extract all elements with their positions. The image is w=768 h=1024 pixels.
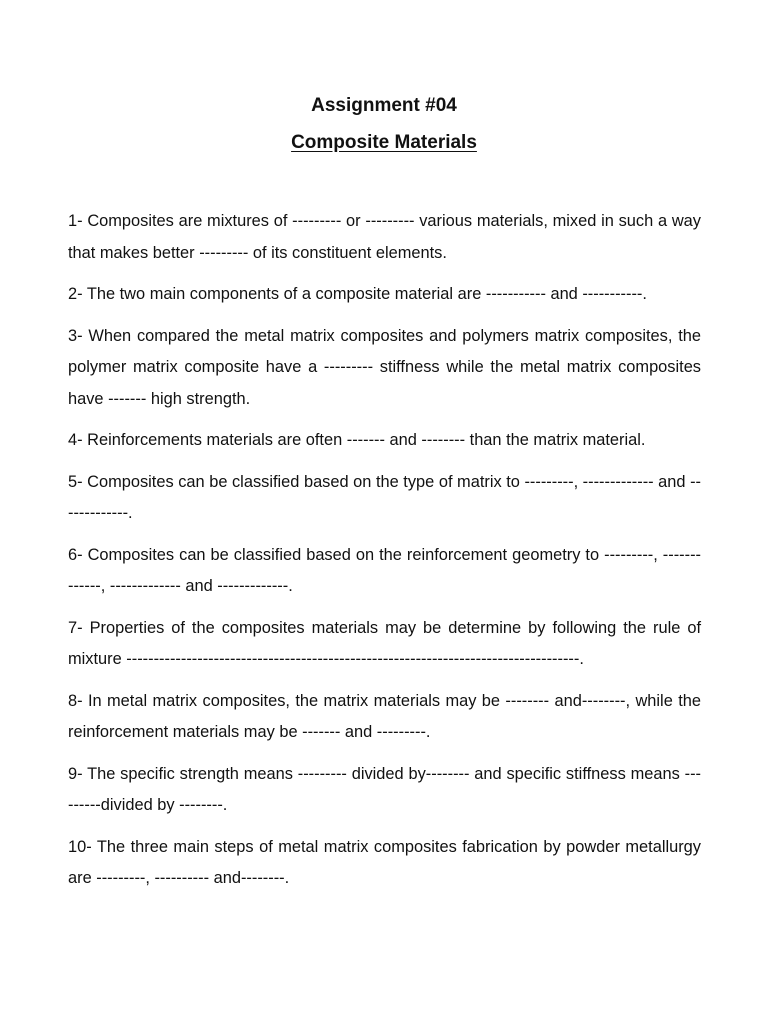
question-item: 3- When compared the metal matrix composites and polymers matrix composites, the polymer matrix composite have a --------- stiffness while the metal matrix composites have ------- high strength.: [68, 326, 701, 408]
question-item: 1- Composites are mixtures of --------- or --------- various materials, mixed in such a way that makes better --------- of its constituent elements.: [68, 212, 701, 262]
question-item: 9- The specific strength means --------- divided by-------- and specific stiffness means ---------divided by --------.: [68, 764, 701, 814]
question-item: 4- Reinforcements materials are often ------- and -------- than the matrix material.: [68, 431, 646, 449]
question-list: [68, 206, 701, 905]
assignment-title: Assignment #04: [311, 95, 457, 116]
question-item: 10- The three main steps of metal matrix composites fabrication by powder metallurgy are ---------, ---------- and--------.: [68, 837, 701, 887]
question-item: 7- Properties of the composites materials may be determine by following the rule of mixture -----------------------------------------------------------------------------------.: [68, 618, 701, 668]
question-item: 5- Composites can be classified based on the type of matrix to ---------, ------------- and -------------.: [68, 472, 702, 522]
question-item: 6- Composites can be classified based on the reinforcement geometry to ---------, -------------, ------------- and -------------.: [68, 545, 701, 595]
question-item: 8- In metal matrix composites, the matrix materials may be -------- and--------, while the reinforcement materials may be ------- and ---------.: [68, 691, 701, 741]
question-item: 2- The two main components of a composite material are ----------- and -----------.: [68, 285, 647, 303]
assignment-subtitle: Composite Materials: [291, 132, 477, 153]
